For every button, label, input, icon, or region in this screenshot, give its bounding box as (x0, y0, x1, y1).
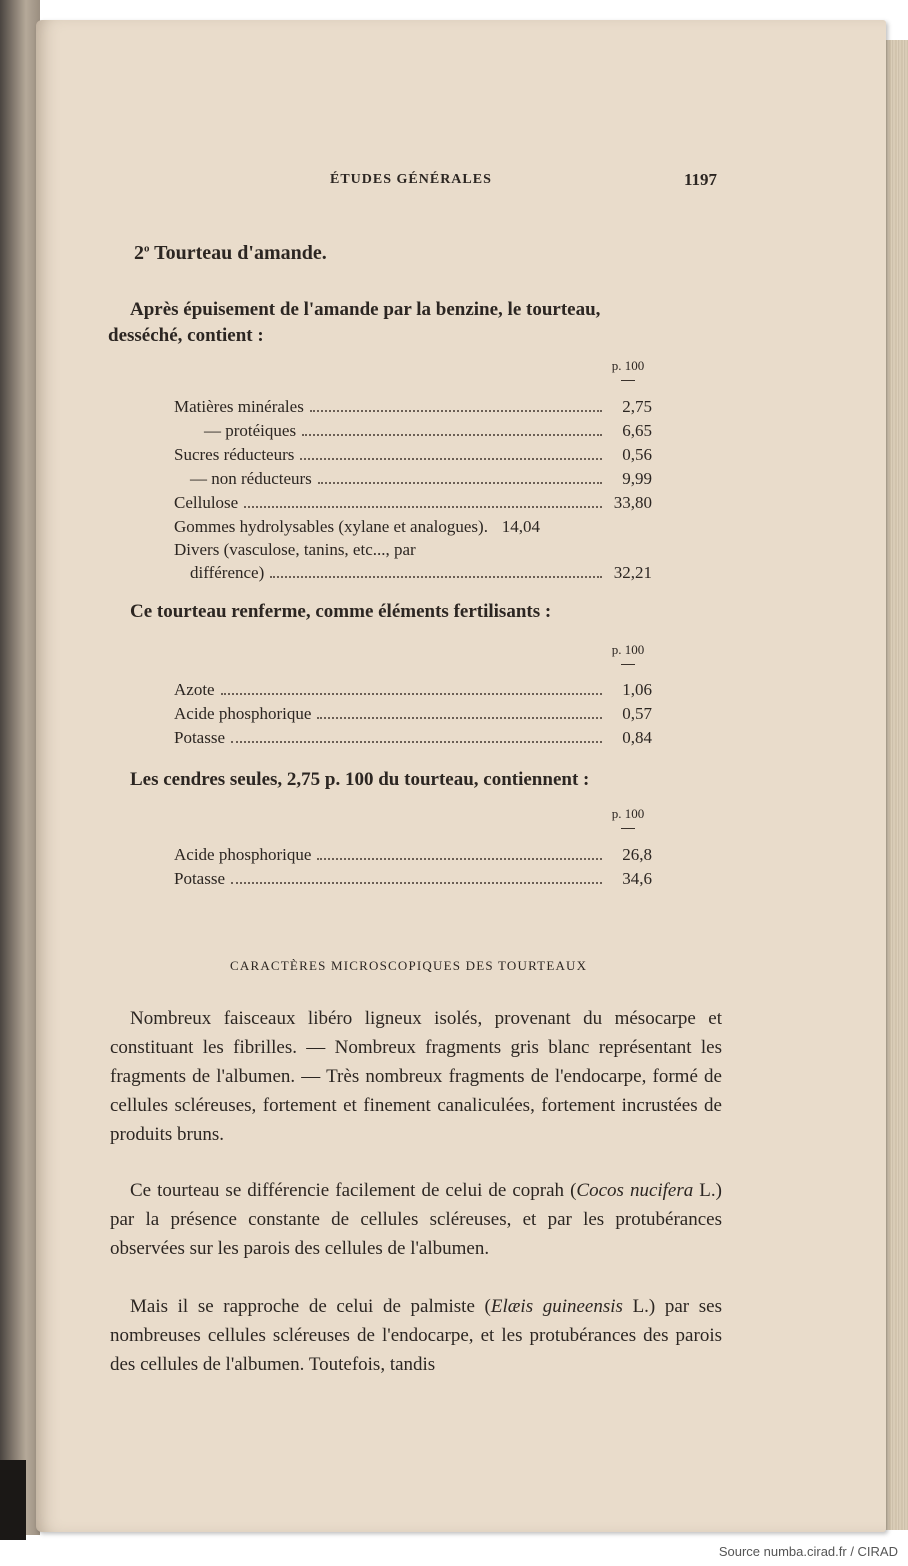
heading-ordinal: o (144, 242, 150, 255)
row-value: 14,04 (501, 517, 540, 536)
paragraph-3 (110, 1292, 722, 1379)
table-row (174, 517, 652, 541)
para3-part-b: L.) par ses nombreuses cellules scléreuses de l'endocarpe, et les protubérances des parois des cellules de l'albumen. Toutefois, tandis (110, 1296, 722, 1375)
row-value: 0,84 (622, 728, 652, 747)
heading-text: Tourteau d'amande. (154, 242, 327, 264)
table-row (174, 493, 652, 517)
paragraph-2 (110, 1176, 722, 1263)
row-value: 1,06 (622, 680, 652, 699)
row-value: 6,65 (622, 421, 652, 440)
row-value: 9,99 (622, 469, 652, 488)
species-name: Elæis guineensis (490, 1296, 623, 1317)
paragraph-2-text (110, 1176, 722, 1263)
section-title: CARACTÈRES MICROSCOPIQUES DES TOURTEAUX (230, 958, 588, 973)
row-label: — non réducteurs (190, 469, 312, 488)
table-row (174, 728, 652, 752)
unit-header-fertilisants: p. 100 (606, 642, 650, 665)
row-label: différence) (190, 563, 265, 582)
row-label: Azote (174, 680, 215, 699)
table-row (174, 445, 652, 469)
table-row (174, 563, 652, 587)
paragraph-1 (110, 1004, 722, 1149)
table-row (174, 469, 652, 493)
table-row (174, 397, 652, 421)
row-label: Matières minérales (174, 397, 304, 416)
source-caption: Source numba.cirad.fr / CIRAD (718, 1544, 898, 1559)
table-row (174, 845, 652, 869)
row-value: 32,21 (613, 563, 652, 582)
para2-part-b: L.) par la présence constante de cellules scléreuses, et par les protubérances observées sur les parois des cellules de l'albumen. (110, 1180, 722, 1259)
row-value: 33,80 (613, 493, 652, 512)
book-spine-edge (0, 0, 40, 1535)
row-label: Acide phosphorique (174, 704, 312, 723)
unit-header-cendres: p. 100 (606, 806, 650, 829)
para3-part-a: Mais il se rapproche de celui de palmiste ( (130, 1296, 491, 1317)
intro-line-1: Après épuisement de l'amande par la benzine, le tourteau, (130, 299, 601, 320)
cendres-intro: Les cendres seules, 2,75 p. 100 du tourteau, contiennent : (130, 769, 590, 790)
row-label: Cellulose (174, 493, 239, 512)
row-label: Acide phosphorique (174, 845, 312, 864)
row-value: 26,8 (622, 845, 652, 864)
row-label: Sucres réducteurs (174, 445, 295, 464)
row-label: Potasse (174, 728, 225, 747)
intro-line-2: desséché, contient : (108, 325, 264, 346)
row-value: 34,6 (622, 869, 652, 888)
heading-number: 2 (134, 242, 144, 264)
row-label: Gommes hydrolysables (xylane et analogues). (174, 517, 488, 536)
row-label: Potasse (174, 869, 225, 888)
unit-header-composition: p. 100 (606, 358, 650, 381)
table-row (174, 704, 652, 728)
running-head: ÉTUDES GÉNÉRALES (330, 172, 492, 187)
species-name: Cocos nucifera (576, 1180, 694, 1201)
row-value: 0,57 (622, 704, 652, 723)
paragraph-1-text: Nombreux faisceaux libéro ligneux isolés, provenant du mésocarpe et constituant les fibrilles. — Nombreux fragments gris blanc représentant les fragments de l'albumen. — Très nombreux fragments de l'endocarpe, formé de cellules scléreuses, fortement et finement canaliculées, fortement incrustées de produits bruns. (110, 1008, 722, 1145)
page-number: 1197 (684, 170, 718, 189)
shadow-corner (0, 1460, 26, 1540)
paragraph-3-text (110, 1292, 722, 1379)
table-row (174, 421, 652, 445)
row-label: — protéiques (204, 421, 297, 440)
table-row (174, 869, 652, 893)
para2-part-a: Ce tourteau se différencie facilement de celui de coprah ( (130, 1180, 577, 1201)
section-heading (134, 242, 327, 265)
row-value: 2,75 (622, 397, 652, 416)
row-value: 0,56 (622, 445, 652, 464)
divers-line-1: Divers (vasculose, tanins, etc..., par (174, 540, 416, 559)
fertil-intro: Ce tourteau renferme, comme éléments fertilisants : (130, 601, 552, 622)
table-row (174, 680, 652, 704)
